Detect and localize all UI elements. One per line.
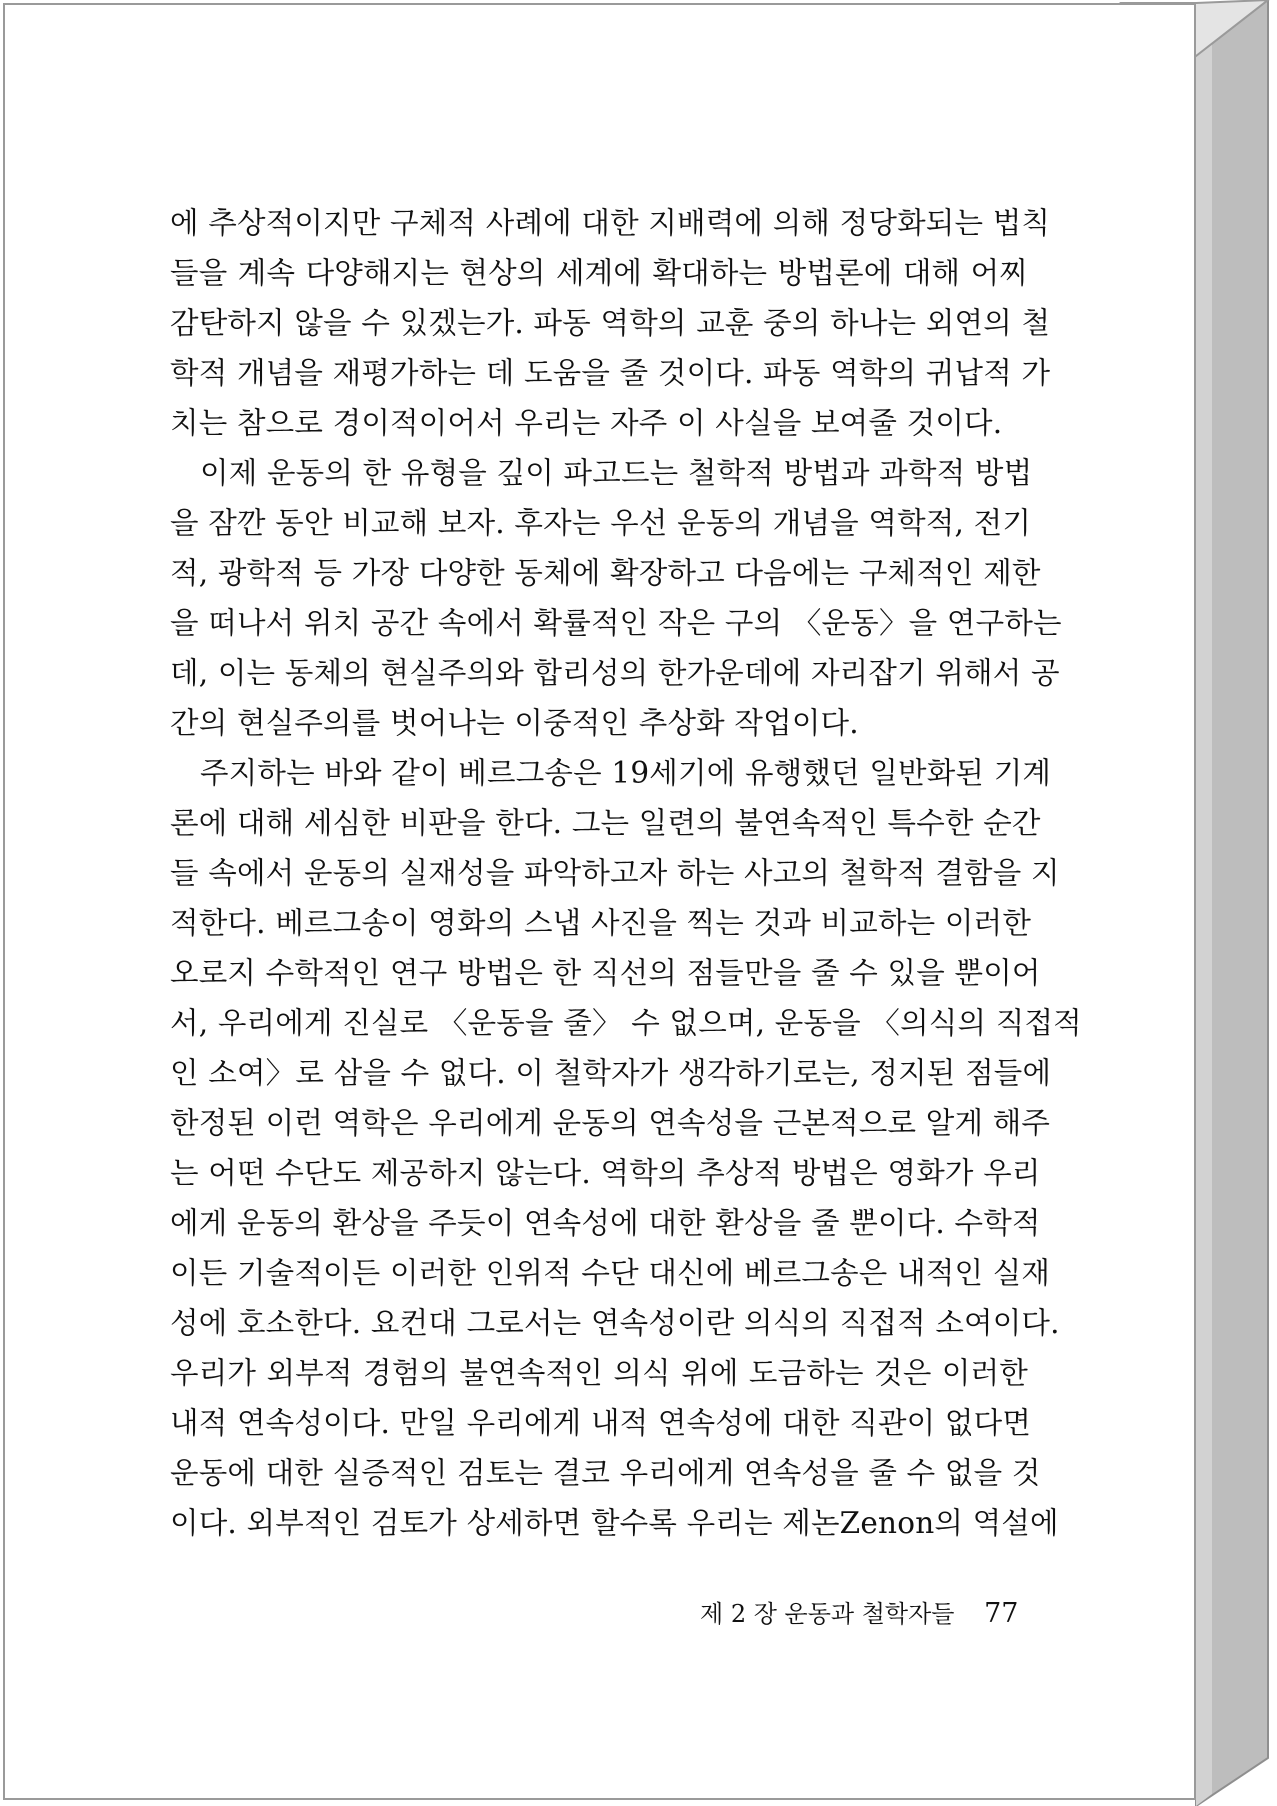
text-line: 학적 개념을 재평가하는 데 도움을 줄 것이다. 파동 역학의 귀납적 가 xyxy=(170,356,1051,390)
text-line: 적, 광학적 등 가장 다양한 동체에 확장하고 다음에는 구체적인 제한 xyxy=(170,556,1041,590)
running-footer-chapter: 제 2 장 운동과 철학자들 xyxy=(700,1600,955,1628)
text-line: 감탄하지 않을 수 있겠는가. 파동 역학의 교훈 중의 하나는 외연의 철 xyxy=(170,306,1051,340)
text-line: 론에 대해 세심한 비판을 한다. 그는 일련의 불연속적인 특수한 순간 xyxy=(170,806,1041,840)
page-number: 77 xyxy=(984,1598,1019,1629)
text-line: 이다. 외부적인 검토가 상세하면 할수록 우리는 제논Zenon의 역설에 xyxy=(170,1506,1059,1540)
text-line: 들을 계속 다양해지는 현상의 세계에 확대하는 방법론에 대해 어찌 xyxy=(170,256,1028,290)
text-line: 이제 운동의 한 유형을 깊이 파고드는 철학적 방법과 과학적 방법 xyxy=(200,456,1033,490)
text-line: 서, 우리에게 진실로 〈운동을 줄〉 수 없으며, 운동을 〈의식의 직접적 xyxy=(170,1006,1082,1040)
text-line: 성에 호소한다. 요컨대 그로서는 연속성이란 의식의 직접적 소여이다. xyxy=(170,1306,1060,1340)
text-line: 는 어떤 수단도 제공하지 않는다. 역학의 추상적 방법은 영화가 우리 xyxy=(170,1156,1041,1190)
text-line: 치는 참으로 경이적이어서 우리는 자주 이 사실을 보여줄 것이다. xyxy=(170,406,1003,440)
text-line: 이든 기술적이든 이러한 인위적 수단 대신에 베르그송은 내적인 실재 xyxy=(170,1256,1051,1290)
text-line: 에 추상적이지만 구체적 사례에 대한 지배력에 의해 정당화되는 법칙 xyxy=(170,206,1051,240)
text-line: 을 떠나서 위치 공간 속에서 확률적인 작은 구의 〈운동〉을 연구하는 xyxy=(170,606,1062,640)
text-line: 운동에 대한 실증적인 검토는 결코 우리에게 연속성을 줄 수 없을 것 xyxy=(170,1456,1041,1490)
text-line: 주지하는 바와 같이 베르그송은 19세기에 유행했던 일반화된 기계 xyxy=(200,756,1052,790)
text-line: 간의 현실주의를 벗어나는 이중적인 추상화 작업이다. xyxy=(170,706,859,740)
text-line: 오로지 수학적인 연구 방법은 한 직선의 점들만을 줄 수 있을 뿐이어 xyxy=(170,956,1041,990)
body-text xyxy=(170,198,1082,1548)
page-footer xyxy=(700,1594,1019,1634)
text-line: 인 소여〉로 삼을 수 없다. 이 철학자가 생각하기로는, 정지된 점들에 xyxy=(170,1056,1052,1090)
text-line: 데, 이는 동체의 현실주의와 합리성의 한가운데에 자리잡기 위해서 공 xyxy=(170,656,1060,690)
text-line: 우리가 외부적 경험의 불연속적인 의식 위에 도금하는 것은 이러한 xyxy=(170,1356,1028,1390)
text-line: 한정된 이런 역학은 우리에게 운동의 연속성을 근본적으로 알게 해주 xyxy=(170,1106,1051,1140)
text-line: 에게 운동의 환상을 주듯이 연속성에 대한 환상을 줄 뿐이다. 수학적 xyxy=(170,1206,1041,1240)
text-line: 을 잠깐 동안 비교해 보자. 후자는 우선 운동의 개념을 역학적, 전기 xyxy=(170,506,1032,540)
text-line: 들 속에서 운동의 실재성을 파악하고자 하는 사고의 철학적 결함을 지 xyxy=(170,856,1060,890)
text-line: 내적 연속성이다. 만일 우리에게 내적 연속성에 대한 직관이 없다면 xyxy=(170,1406,1032,1440)
text-line: 적한다. 베르그송이 영화의 스냅 사진을 찍는 것과 비교하는 이러한 xyxy=(170,906,1032,940)
